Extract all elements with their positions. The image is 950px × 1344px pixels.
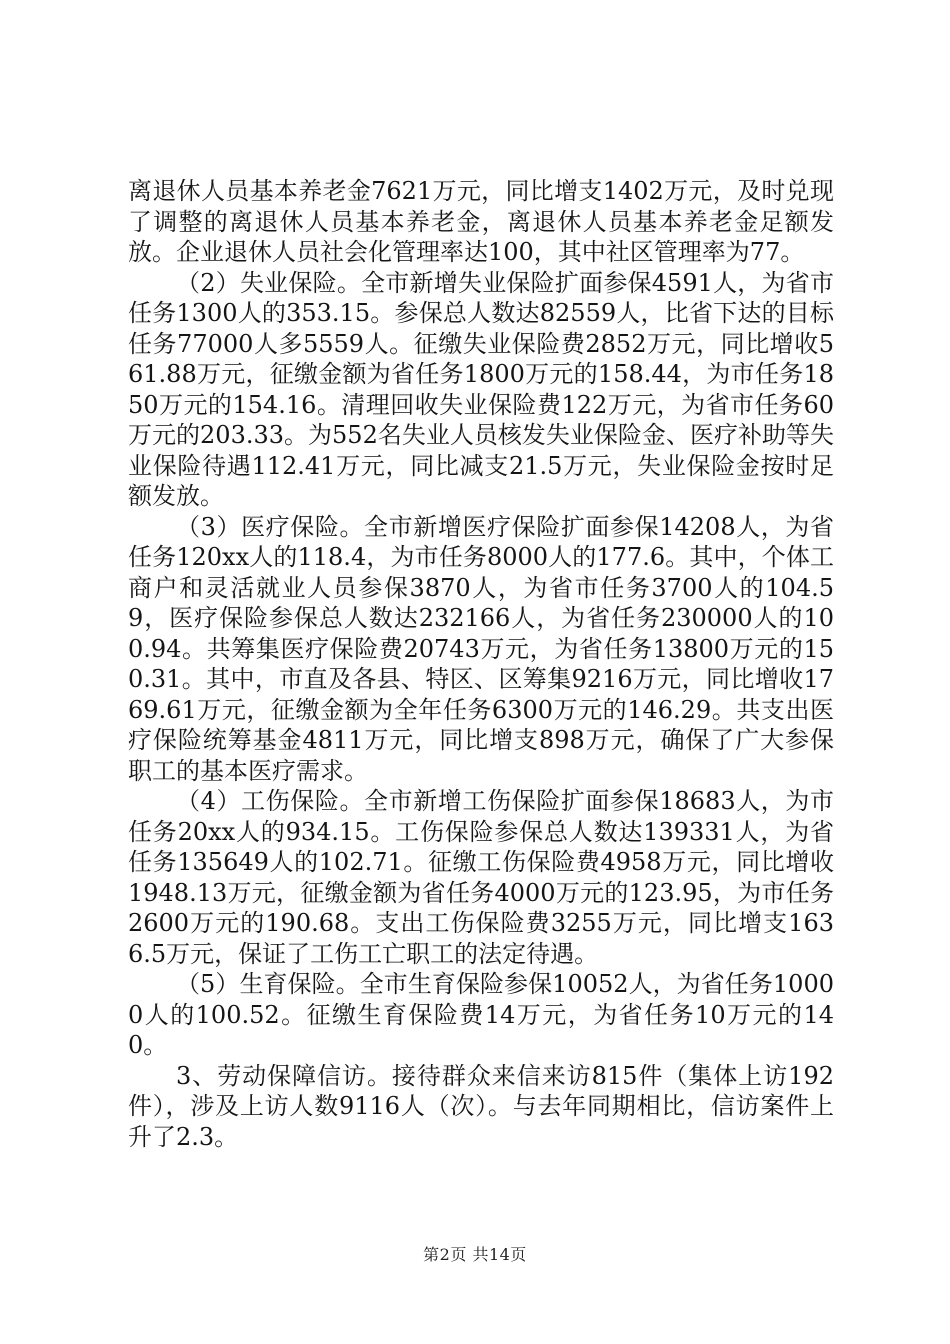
paragraph-petitions: 3、劳动保障信访。接待群众来信来访815件（集体上访192件），涉及上访人数9116人（次）。与去年同期相比，信访案件上升了2.3。 (128, 1061, 834, 1151)
paragraph-work-injury-insurance: （4）工伤保险。全市新增工伤保险扩面参保18683人，为市任务20xx人的934.15。工伤保险参保总人数达139331人，为省任务135649人的102.71。征缴工伤保险费4958万元，同比增收1948.13万元，征缴金额为省任务4000万元的123.95，为市任务2600万元的190.68。支出工伤保险费3255万元，同比增支1636.5万元，保证了工伤工亡职工的法定待遇。 (128, 787, 834, 968)
paragraph-maternity-insurance: （5）生育保险。全市生育保险参保10052人，为省任务10000人的100.52。征缴生育保险费14万元，为省任务10万元的140。 (128, 970, 834, 1059)
paragraph-pension-continued: 离退休人员基本养老金7621万元，同比增支1402万元，及时兑现了调整的离退休人员基本养老金，离退休人员基本养老金足额发放。企业退休人员社会化管理率达100，其中社区管理率为77。 (128, 177, 834, 266)
page-number-footer: 第2页 共14页 (423, 1245, 527, 1264)
paragraph-medical-insurance: （3）医疗保险。全市新增医疗保险扩面参保14208人，为省任务120xx人的118.4，为市任务8000人的177.6。其中，个体工商户和灵活就业人员参保3870人，为省市任务3700人的104.59，医疗保险参保总人数达232166人，为省任务230000人的100.94。共筹集医疗保险费20743万元，为省任务13800万元的150.31。其中，市直及各县、特区、区筹集9216万元，同比增收1769.61万元，征缴金额为全年任务6300万元的146.29。共支出医疗保险统筹基金4811万元，同比增支898万元，确保了广大参保职工的基本医疗需求。 (128, 512, 834, 785)
document-body (128, 176, 834, 1152)
paragraph-unemployment-insurance: （2）失业保险。全市新增失业保险扩面参保4591人，为省市任务1300人的353.15。参保总人数达82559人，比省下达的目标任务77000人多5559人。征缴失业保险费2852万元，同比增收561.88万元，征缴金额为省任务1800万元的158.44，为市任务1850万元的154.16。清理回收失业保险费122万元，为省市任务60万元的203.33。为552名失业人员核发失业保险金、医疗补助等失业保险待遇112.41万元，同比减支21.5万元，失业保险金按时足额发放。 (128, 268, 834, 510)
